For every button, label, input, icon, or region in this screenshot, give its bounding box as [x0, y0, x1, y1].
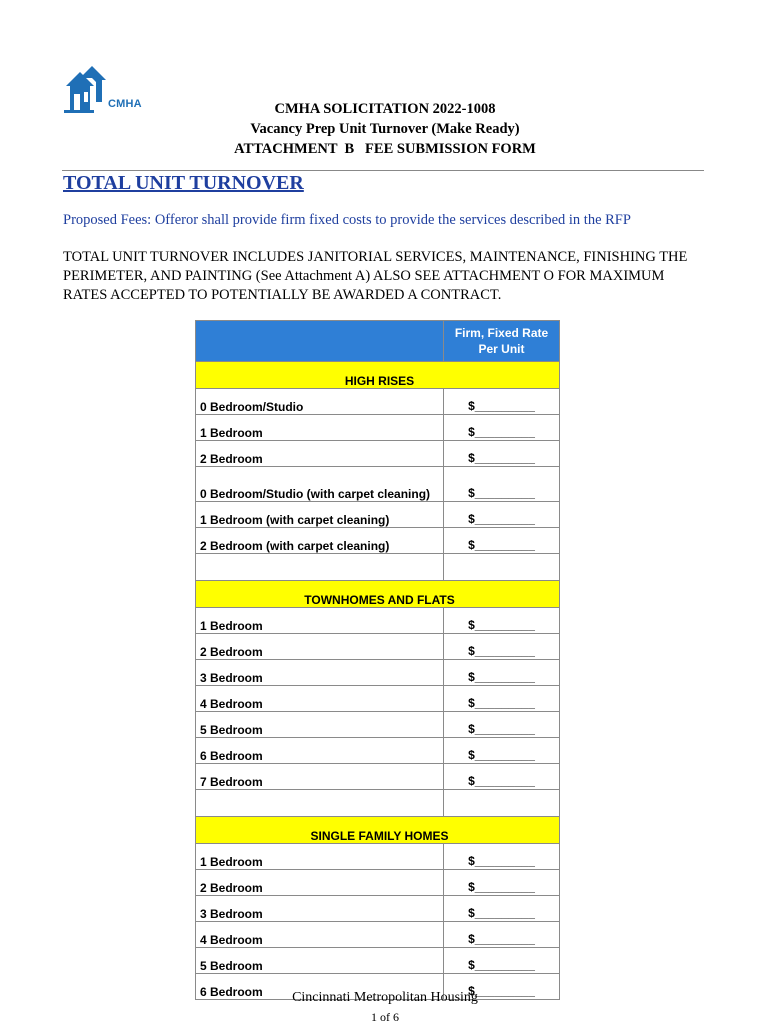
unit-type-label: 7 Bedroom [196, 764, 444, 790]
footer-org: Cincinnati Metropolitan Housing [292, 990, 478, 1005]
price-field[interactable] [444, 948, 560, 974]
unit-type-label: 1 Bedroom [196, 415, 444, 441]
table-row [196, 844, 560, 870]
header-divider [62, 170, 704, 171]
price-blank: $_________ [468, 486, 535, 500]
section-row [196, 581, 560, 608]
table-row [196, 528, 560, 554]
price-field[interactable] [444, 415, 560, 441]
unit-type-label: 1 Bedroom [196, 844, 444, 870]
price-blank: $_________ [468, 958, 535, 972]
page-number: 1 of 6 [371, 1010, 399, 1024]
price-field[interactable] [444, 441, 560, 467]
price-field[interactable] [444, 608, 560, 634]
table-row [196, 738, 560, 764]
table-row [196, 764, 560, 790]
table-row [196, 389, 560, 415]
unit-type-label: 0 Bedroom/Studio [196, 389, 444, 415]
rate-header-cell: Firm, Fixed Rate Per Unit [444, 321, 560, 362]
price-blank: $_________ [468, 670, 535, 684]
price-field[interactable] [444, 844, 560, 870]
header-blank-cell [196, 321, 444, 362]
table-header-row [196, 321, 560, 362]
table-row [196, 896, 560, 922]
section-townhomes: TOWNHOMES AND FLATS [196, 581, 560, 608]
price-blank: $_________ [468, 854, 535, 868]
table-row [196, 415, 560, 441]
table-row [196, 686, 560, 712]
price-blank: $_________ [468, 774, 535, 788]
unit-type-label: 2 Bedroom (with carpet cleaning) [196, 528, 444, 554]
logo-text: CMHA [108, 98, 142, 110]
unit-type-label: 1 Bedroom [196, 608, 444, 634]
unit-type-label: 0 Bedroom/Studio (with carpet cleaning) [196, 467, 444, 502]
empty-cell [196, 554, 444, 581]
empty-row [196, 554, 560, 581]
table-row [196, 502, 560, 528]
table-row [196, 608, 560, 634]
price-field[interactable] [444, 738, 560, 764]
empty-row [196, 790, 560, 817]
unit-type-label: 1 Bedroom (with carpet cleaning) [196, 502, 444, 528]
table-row [196, 660, 560, 686]
price-field[interactable] [444, 634, 560, 660]
price-blank: $_________ [468, 748, 535, 762]
unit-type-label: 2 Bedroom [196, 634, 444, 660]
fee-table [195, 320, 560, 1000]
table-row [196, 441, 560, 467]
section-row [196, 817, 560, 844]
price-field[interactable] [444, 660, 560, 686]
price-blank: $_________ [468, 618, 535, 632]
table-row [196, 634, 560, 660]
table-row [196, 870, 560, 896]
price-field[interactable] [444, 467, 560, 502]
price-field[interactable] [444, 686, 560, 712]
unit-type-label: 2 Bedroom [196, 870, 444, 896]
price-blank: $_________ [468, 722, 535, 736]
empty-cell [444, 554, 560, 581]
price-field[interactable] [444, 896, 560, 922]
price-field[interactable] [444, 764, 560, 790]
price-blank: $_________ [468, 696, 535, 710]
unit-type-label: 6 Bedroom [196, 738, 444, 764]
price-blank: $_________ [468, 906, 535, 920]
price-blank: $_________ [468, 399, 535, 413]
price-field[interactable] [444, 389, 560, 415]
unit-type-label: 6 Bedroom [196, 974, 444, 1000]
price-blank: $_________ [468, 932, 535, 946]
price-blank: $_________ [468, 451, 535, 465]
section-high-rises: HIGH RISES [196, 362, 560, 389]
price-blank: $_________ [468, 425, 535, 439]
unit-type-label: 3 Bedroom [196, 660, 444, 686]
price-field[interactable] [444, 870, 560, 896]
section-single-family: SINGLE FAMILY HOMES [196, 817, 560, 844]
price-field[interactable] [444, 502, 560, 528]
proposed-fees-text: Proposed Fees: Offeror shall provide firm fixed costs to provide the services described in the RFP [63, 212, 631, 228]
attachment-title: ATTACHMENT B FEE SUBMISSION FORM [234, 141, 536, 157]
price-blank: $_________ [468, 512, 535, 526]
price-blank: $_________ [468, 984, 535, 998]
document-header [62, 99, 708, 159]
unit-type-label: 4 Bedroom [196, 686, 444, 712]
page-title: TOTAL UNIT TURNOVER [63, 172, 304, 194]
unit-type-label: 2 Bedroom [196, 441, 444, 467]
table-row [196, 922, 560, 948]
section-row [196, 362, 560, 389]
unit-type-label: 5 Bedroom [196, 712, 444, 738]
price-blank: $_________ [468, 880, 535, 894]
intro-paragraph: TOTAL UNIT TURNOVER INCLUDES JANITORIAL SERVICES, MAINTENANCE, FINISHING THE PERIMETER, AND PAINTING (See Attachment A) ALSO SEE ATTACHMENT O FOR MAXIMUM RATES ACCEPTED TO POTENTIALLY BE AWARDED A CONTRACT. [63, 249, 688, 303]
unit-type-label: 3 Bedroom [196, 896, 444, 922]
price-field[interactable] [444, 528, 560, 554]
solicitation-number: CMHA SOLICITATION 2022-1008 [274, 101, 496, 117]
solicitation-subject: Vacancy Prep Unit Turnover (Make Ready) [250, 121, 520, 137]
price-field[interactable] [444, 922, 560, 948]
unit-type-label: 4 Bedroom [196, 922, 444, 948]
price-field[interactable] [444, 712, 560, 738]
price-blank: $_________ [468, 538, 535, 552]
table-row [196, 712, 560, 738]
empty-cell [196, 790, 444, 817]
unit-type-label: 5 Bedroom [196, 948, 444, 974]
price-blank: $_________ [468, 644, 535, 658]
table-row [196, 948, 560, 974]
empty-cell [444, 790, 560, 817]
table-row [196, 467, 560, 502]
